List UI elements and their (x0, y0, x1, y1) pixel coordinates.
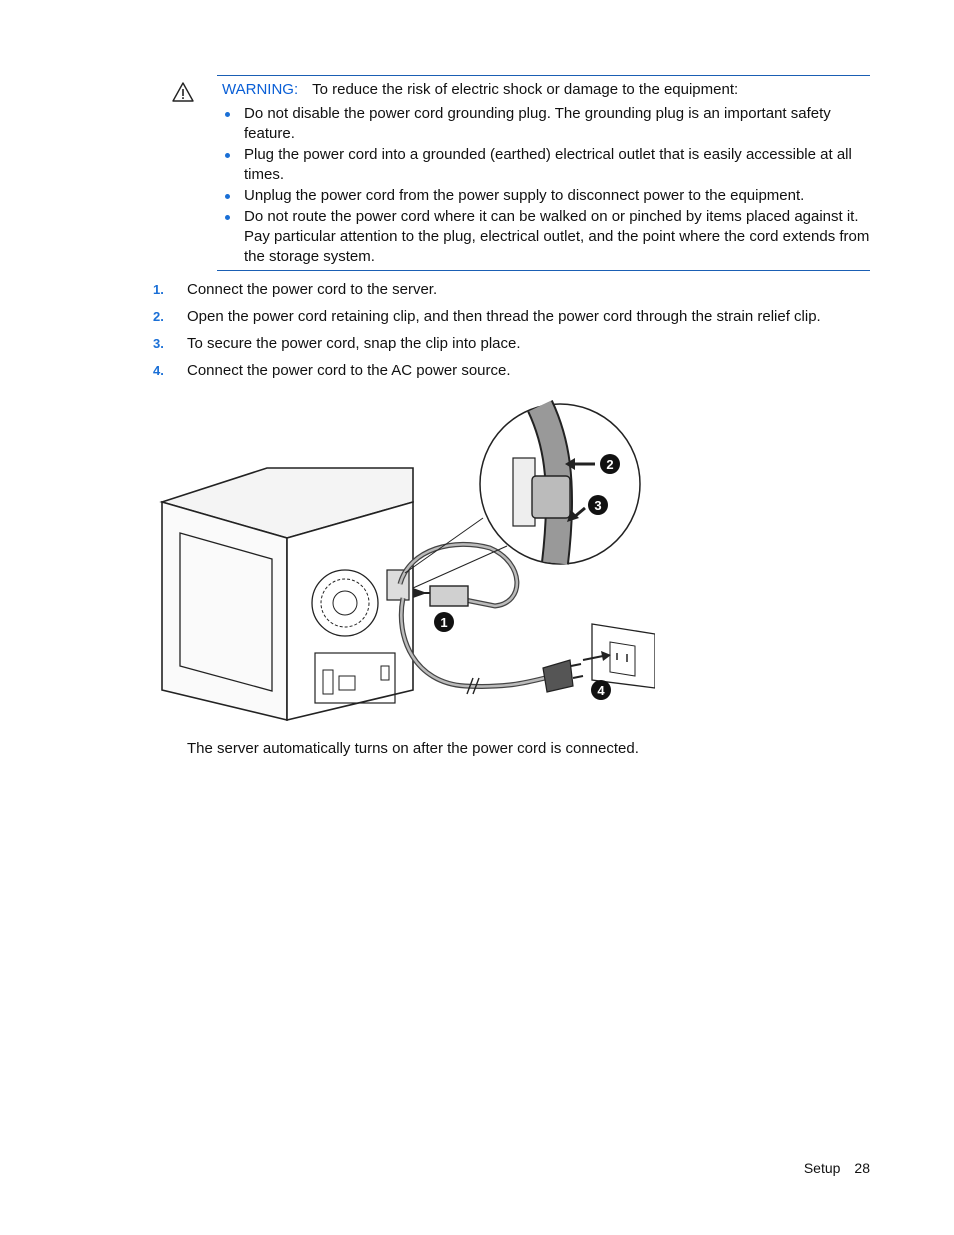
bullet-text: Unplug the power cord from the power supply to disconnect power to the equipment. (244, 187, 805, 204)
bullet-dot-icon (225, 215, 230, 220)
warning-triangle-icon (172, 82, 194, 102)
bullet-text: Do not disable the power cord grounding plug. The grounding plug is an important safety feature. (244, 105, 831, 142)
callout-2 (600, 454, 620, 474)
step-item (153, 360, 873, 387)
wall-plug (543, 660, 583, 692)
bullet-text: Plug the power cord into a grounded (earthed) electrical outlet that is easily accessible at all times. (244, 146, 852, 183)
step-number: 2. (153, 309, 164, 324)
power-cord-to-outlet (401, 598, 545, 686)
iec-plug (413, 586, 468, 606)
warning-bullet (225, 104, 870, 144)
svg-text:4: 4 (597, 683, 605, 698)
page-footer (790, 1158, 870, 1178)
step-item (153, 333, 873, 360)
step-text: Open the power cord retaining clip, and then thread the power cord through the strain relief clip. (187, 308, 821, 325)
page-number: 28 (854, 1160, 870, 1176)
strain-relief-clip-inset (405, 404, 640, 588)
wall-outlet-icon (583, 624, 655, 688)
step-number: 4. (153, 363, 164, 378)
step-text: To secure the power cord, snap the clip into place. (187, 335, 521, 352)
warning-bullets (225, 104, 870, 268)
power-cord-illustration (155, 398, 655, 726)
svg-text:3: 3 (594, 498, 602, 513)
warning-bullet (225, 145, 870, 185)
warning-intro: To reduce the risk of electric shock or damage to the equipment: (312, 81, 739, 98)
warning-label: WARNING: (222, 81, 299, 98)
bullet-dot-icon (225, 153, 230, 158)
step-number: 1. (153, 282, 164, 297)
footer-section: Setup (803, 1160, 841, 1176)
step-number: 3. (153, 336, 164, 351)
warning-bullet (225, 207, 870, 267)
step-text: Connect the power cord to the server. (187, 281, 438, 298)
after-figure-text: The server automatically turns on after the power cord is connected. (187, 740, 639, 757)
callout-4 (591, 680, 611, 700)
callout-1 (434, 612, 454, 632)
warning-intro-line (222, 80, 738, 99)
callout-3 (588, 495, 608, 515)
warning-bullet (225, 186, 870, 206)
bullet-text: Do not route the power cord where it can be walked on or pinched by items placed against it. Pay particular attention to the plug, electrical outlet, and the point where the cord extends from the storage system. (244, 208, 870, 265)
step-text: Connect the power cord to the AC power source. (187, 362, 511, 379)
step-item (153, 306, 873, 333)
server-chassis (162, 468, 413, 720)
svg-text:1: 1 (440, 615, 448, 630)
svg-text:2: 2 (606, 457, 614, 472)
bullet-dot-icon (225, 194, 230, 199)
step-item (153, 279, 873, 306)
bullet-dot-icon (225, 112, 230, 117)
procedure-steps (153, 279, 873, 387)
